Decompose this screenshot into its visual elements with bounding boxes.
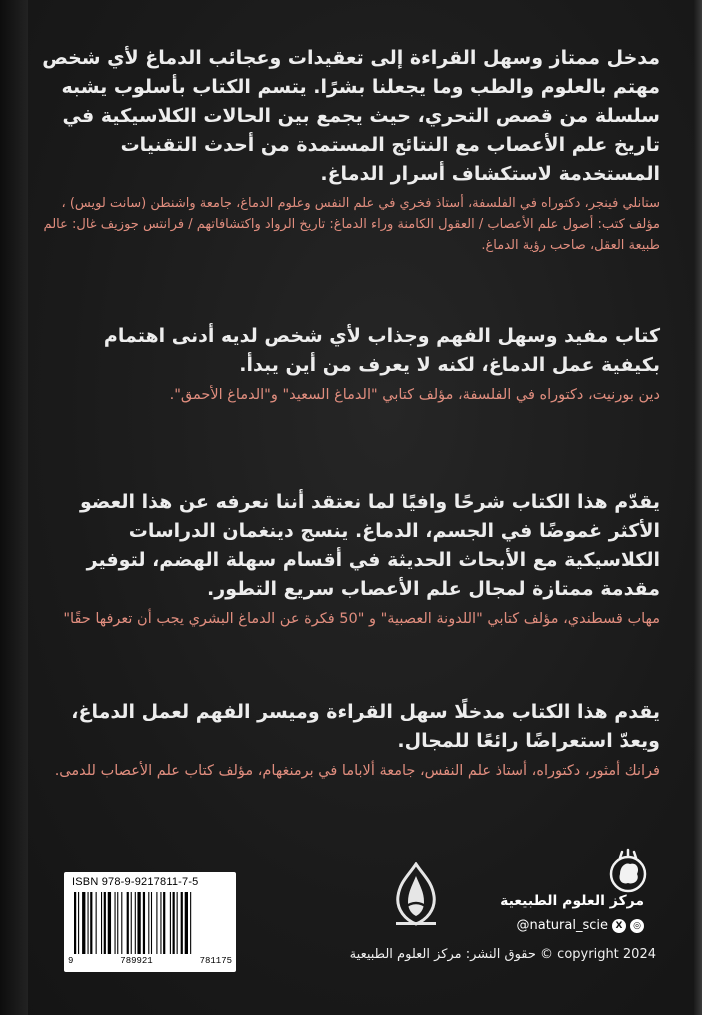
barcode-digit-first: 9 bbox=[68, 956, 74, 966]
barcode-bar bbox=[181, 892, 183, 954]
barcode-bar bbox=[131, 892, 132, 954]
barcode-bar bbox=[163, 892, 165, 954]
social-links bbox=[517, 918, 645, 933]
barcode-bar bbox=[108, 892, 111, 954]
barcode-digits-middle: 789921 bbox=[120, 956, 153, 966]
isbn-barcode bbox=[64, 872, 236, 972]
review-attribution: مهاب قسطندي، مؤلف كتابي "اللدونة العصبية" و "50 فكرة عن الدماغ البشري يجب أن تعرفها حقًا" bbox=[63, 611, 660, 627]
barcode-bar bbox=[90, 892, 92, 954]
book-spine bbox=[0, 0, 28, 1015]
x-icon: X bbox=[612, 919, 626, 933]
review-quote: يقدّم هذا الكتاب شرحًا وافيًا لما نعتقد أننا نعرفه عن هذا العضو الأكثر غموضًا في الجسم، الدماغ. ينسج دينغمان الدراسات الكلاسيكية مع الأبحاث الحديثة في أقسام سهلة الهضم، لتوفير مقدمة ممتازة لمجال علم الأعصاب سريع التطور. bbox=[80, 491, 660, 600]
barcode-bar bbox=[137, 892, 140, 954]
barcode-bar bbox=[115, 892, 116, 954]
isbn-label: ISBN 978-9-9217811-7-5 bbox=[72, 876, 199, 888]
review-attribution: دين بورنيت، دكتوراه في الفلسفة، مؤلف كتابي "الدماغ السعيد" و"الدماغ الأحمق". bbox=[169, 387, 660, 403]
barcode-bar bbox=[121, 892, 122, 954]
barcode-bar bbox=[101, 892, 102, 954]
review-block-3 bbox=[40, 488, 660, 630]
review-quote: كتاب مفيد وسهل الفهم وجذاب لأي شخص لديه أدنى اهتمام بكيفية عمل الدماغ، لكنه لا يعرف من أين يبدأ. bbox=[103, 325, 660, 376]
review-quote: مدخل ممتاز وسهل القراءة إلى تعقيدات وعجائب الدماغ لأي شخص مهتم بالعلوم والطب وما يجعلنا بشرًا. يتسم الكتاب بأسلوب يشبه سلسلة من قصص التحري، حيث يجمع بين الحالات الكلاسيكية في تاريخ علم الأعصاب مع النتائج المستمدة من أحدث التقنيات المستخدمة لاستكشاف أسرار الدماغ. bbox=[42, 47, 660, 185]
publisher-name: مركز العلوم الطبيعية bbox=[500, 893, 644, 909]
barcode-bar bbox=[96, 892, 97, 954]
social-handle: @natural_scie bbox=[516, 918, 608, 933]
barcode-bar bbox=[170, 892, 171, 954]
barcode-bar bbox=[143, 892, 145, 954]
barcode-digits bbox=[68, 956, 232, 966]
barcode-bar bbox=[185, 892, 188, 954]
instagram-icon: ◎ bbox=[630, 919, 644, 933]
barcode-bar bbox=[151, 892, 152, 954]
barcode-bar bbox=[160, 892, 161, 954]
barcode-bar bbox=[156, 892, 157, 954]
barcode-bar bbox=[135, 892, 136, 954]
cover-edge bbox=[694, 0, 702, 1015]
barcode-bar bbox=[148, 892, 149, 954]
review-attribution: فرانك أمثور، دكتوراه، أستاذ علم النفس، جامعة ألاباما في برمنغهام، مؤلف كتاب علم الأعصاب للدمى. bbox=[54, 763, 660, 779]
barcode-bar bbox=[78, 892, 79, 954]
review-quote: يقدم هذا الكتاب مدخلًا سهل القراءة وميسر الفهم لعمل الدماغ، ويعدّ استعراضًا رائعًا للمجال. bbox=[71, 701, 660, 752]
review-attribution: ستانلي فينجر، دكتوراه في الفلسفة، أستاذ فخري في علم النفس وعلوم الدماغ، جامعة واشنطن (سانت لويس) ، مؤلف كتب: أصول علم الأعصاب / العقول الكامنة وراء الدماغ: تاريخ الرواد واكتشافاتهم / فرانتس جوزيف غال: عالم طبيعة العقل، صاحب رؤية الدماغ. bbox=[43, 196, 660, 253]
barcode-digits-last: 781175 bbox=[199, 956, 232, 966]
barcode-bar bbox=[82, 892, 85, 954]
barcode-bar bbox=[173, 892, 175, 954]
copyright-line: حقوق النشر: مركز العلوم الطبيعية © copyright 2024 bbox=[349, 947, 656, 962]
barcode-bar bbox=[127, 892, 129, 954]
review-block-4 bbox=[40, 698, 660, 782]
rafidain-publisher-logo bbox=[386, 862, 446, 928]
barcode-bar bbox=[74, 892, 76, 954]
barcode-bar bbox=[117, 892, 118, 954]
review-block-2 bbox=[40, 322, 660, 406]
barcode-bar bbox=[177, 892, 178, 954]
brain-logo-icon bbox=[606, 848, 650, 894]
barcode-bars bbox=[74, 892, 228, 954]
barcode-bar bbox=[104, 892, 106, 954]
review-block-1 bbox=[40, 44, 660, 256]
barcode-bar bbox=[190, 892, 191, 954]
barcode-bar bbox=[88, 892, 89, 954]
